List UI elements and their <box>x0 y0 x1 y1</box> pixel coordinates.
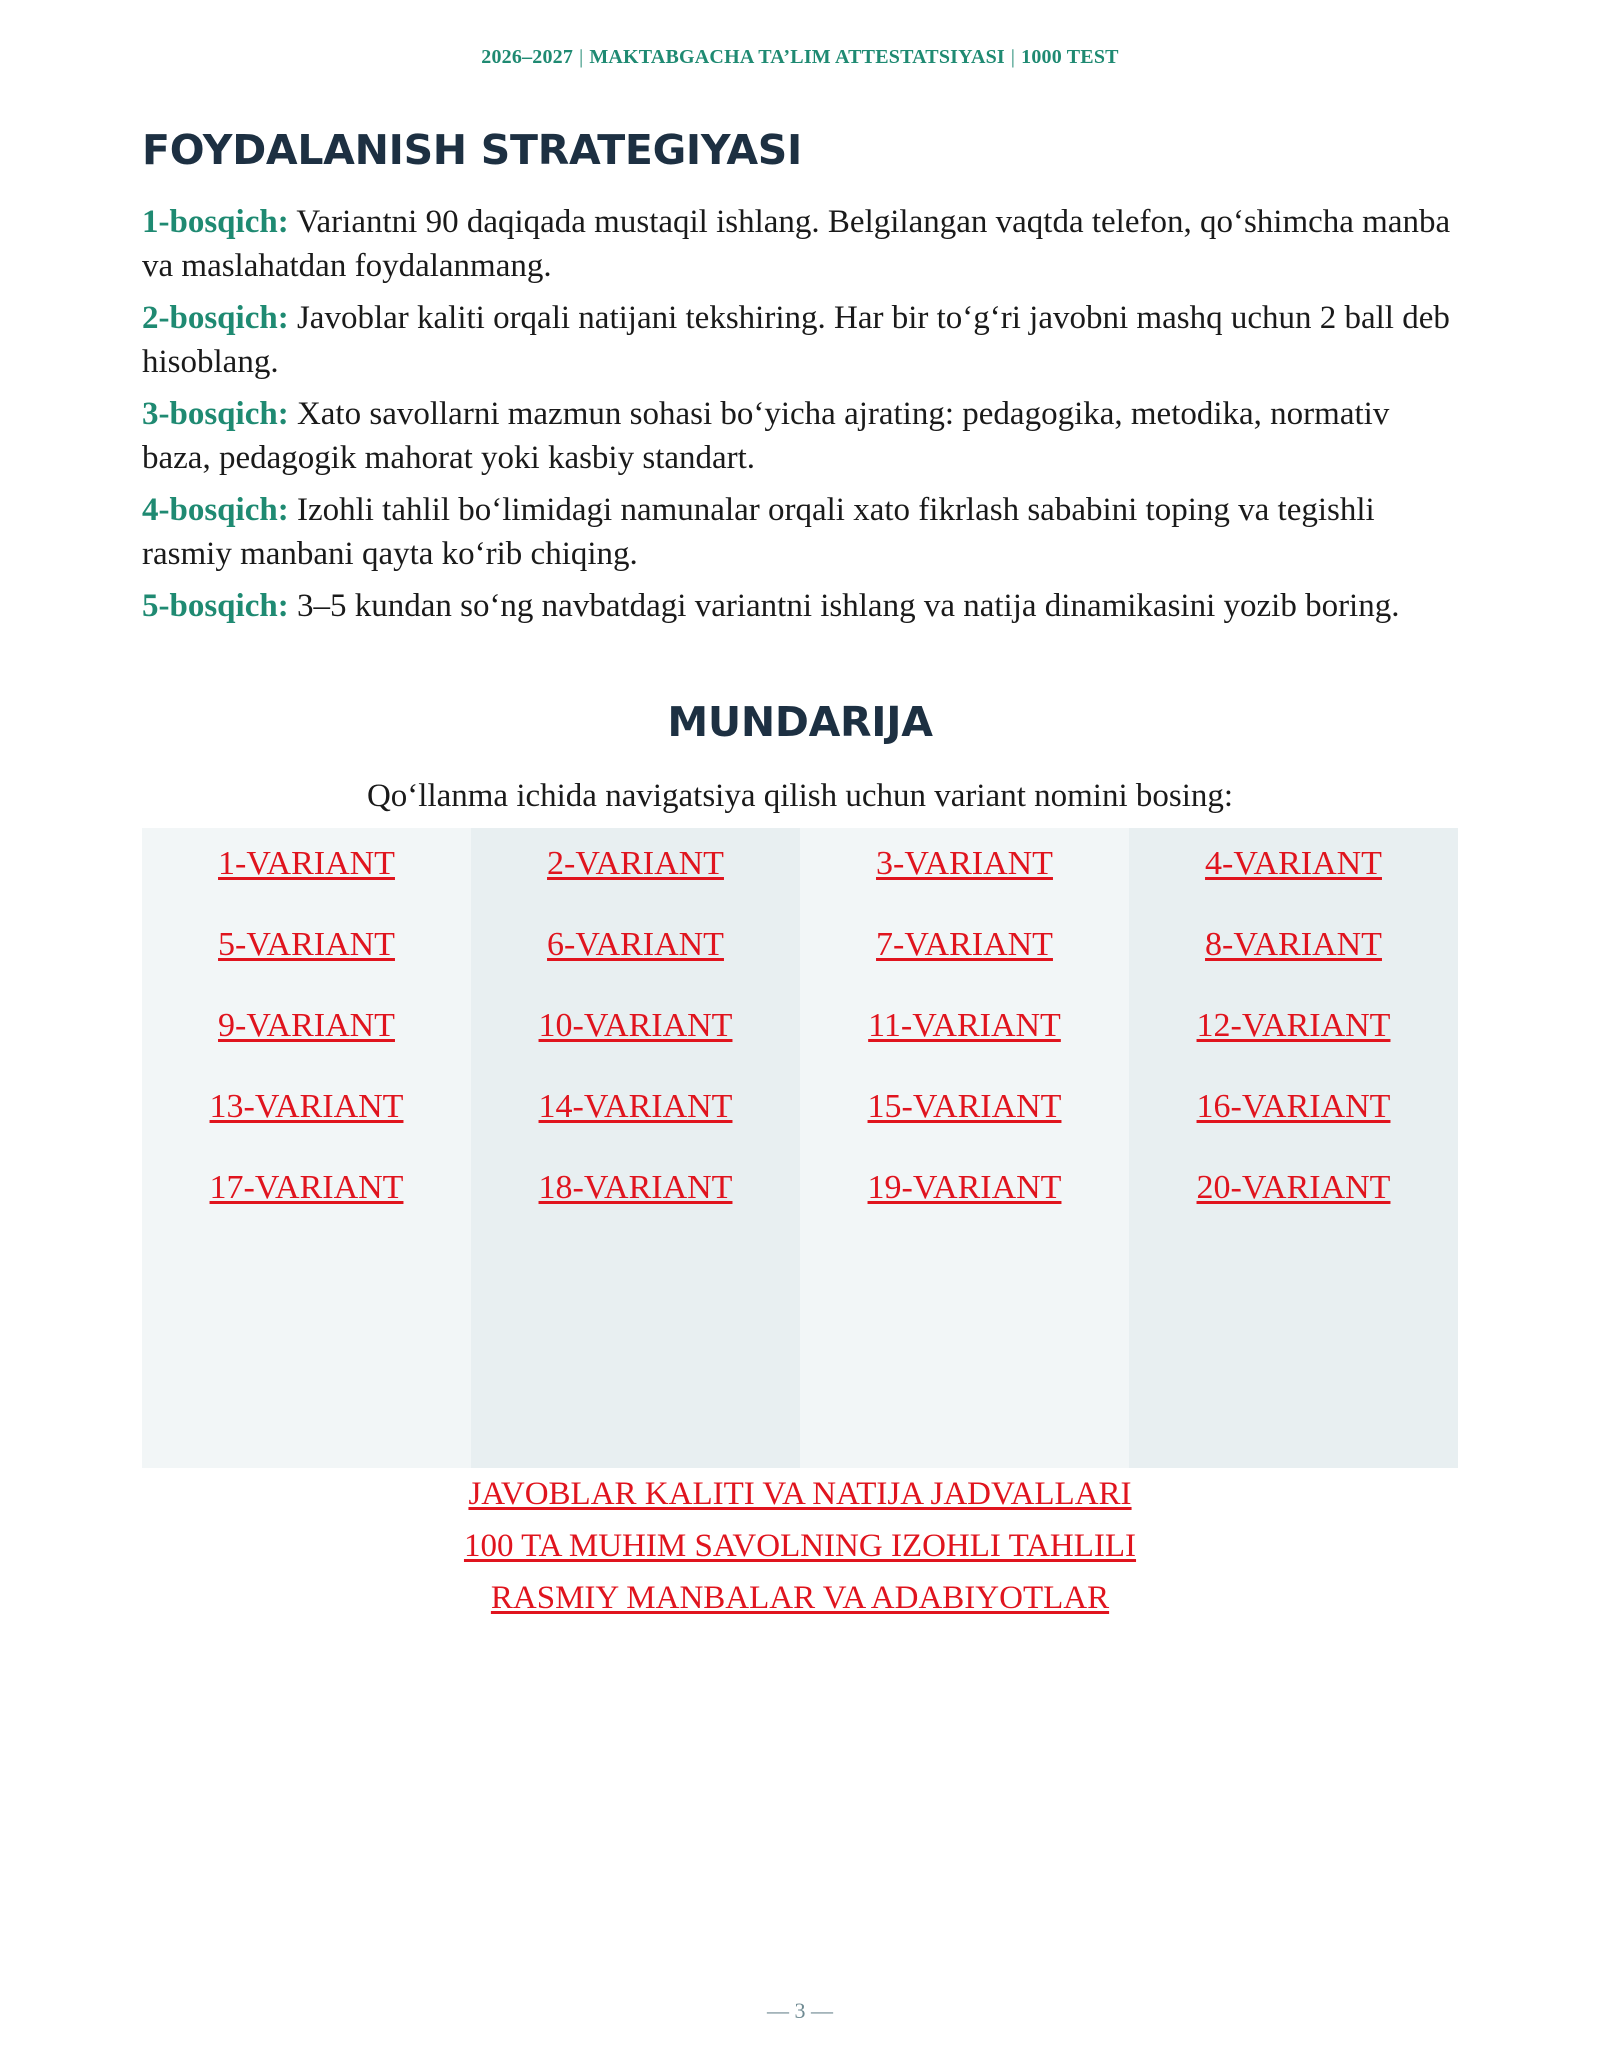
step-text: 3–5 kundan so‘ng navbatdagi variantni ishlang va natija dinamikasini yozib boring. <box>288 588 1400 624</box>
variant-link[interactable]: 4-VARIANT <box>1205 845 1382 882</box>
section-links <box>0 1468 1600 1624</box>
variant-link[interactable]: 13-VARIANT <box>209 1088 404 1125</box>
toc-title: MUNDARIJA <box>667 698 933 746</box>
analysis-link[interactable]: 100 TA MUHIM SAVOLNING IZOHLI TAHLILI <box>463 1528 1137 1564</box>
variant-link[interactable]: 17-VARIANT <box>209 1169 404 1206</box>
step-label: 2-bosqich: <box>142 300 289 336</box>
variant-link[interactable]: 7-VARIANT <box>876 926 1053 963</box>
step-text: Izohli tahlil bo‘limidagi namunalar orqali xato fikrlash sababini toping va tegishli rasmiy manbani qayta ko‘rib chiqing. <box>142 492 1375 572</box>
step-3 <box>142 392 1462 480</box>
variant-column-1 <box>142 828 471 1468</box>
running-header <box>0 46 1600 69</box>
page-number: — 3 — <box>767 1998 833 2023</box>
variant-link[interactable]: 16-VARIANT <box>1196 1088 1391 1125</box>
step-text: Variantni 90 daqiqada mustaqil ishlang. Belgilangan vaqtda telefon, qo‘shimcha manba va maslahatdan foydalanmang. <box>142 204 1451 284</box>
variant-link[interactable]: 2-VARIANT <box>547 845 724 882</box>
step-4 <box>142 488 1462 576</box>
variant-column-3 <box>800 828 1129 1468</box>
step-label: 5-bosqich: <box>142 588 289 624</box>
variant-column-4 <box>1129 828 1458 1468</box>
variant-link[interactable]: 20-VARIANT <box>1196 1169 1391 1206</box>
step-1 <box>142 200 1462 288</box>
variant-link[interactable]: 10-VARIANT <box>538 1007 733 1044</box>
variant-grid <box>142 828 1458 1468</box>
step-label: 1-bosqich: <box>142 204 289 240</box>
variant-link[interactable]: 1-VARIANT <box>218 845 395 882</box>
variant-link[interactable]: 11-VARIANT <box>868 1007 1061 1044</box>
header-separator: | <box>579 46 584 68</box>
strategy-steps <box>142 200 1462 636</box>
variant-link[interactable]: 6-VARIANT <box>547 926 724 963</box>
variant-link[interactable]: 15-VARIANT <box>867 1088 1062 1125</box>
variant-link[interactable]: 9-VARIANT <box>218 1007 395 1044</box>
strategy-title: FOYDALANISH STRATEGIYASI <box>142 126 802 174</box>
variant-column-2 <box>471 828 800 1468</box>
step-text: Javoblar kaliti orqali natijani tekshiring. Har bir to‘g‘ri javobni mashq uchun 2 ball deb hisoblang. <box>142 300 1450 380</box>
variant-link[interactable]: 18-VARIANT <box>538 1169 733 1206</box>
header-separator: | <box>1010 46 1016 68</box>
step-label: 3-bosqich: <box>142 396 289 432</box>
step-5 <box>142 584 1462 628</box>
step-2 <box>142 296 1462 384</box>
step-label: 4-bosqich: <box>142 492 289 528</box>
variant-link[interactable]: 12-VARIANT <box>1196 1007 1391 1044</box>
step-text: Xato savollarni mazmun sohasi bo‘yicha ajrating: pedagogika, metodika, normativ baza, pedagogik mahorat yoki kasbiy standart. <box>142 396 1390 476</box>
variant-link[interactable]: 19-VARIANT <box>867 1169 1062 1206</box>
variant-link[interactable]: 14-VARIANT <box>538 1088 733 1125</box>
answer-key-link[interactable]: JAVOBLAR KALITI VA NATIJA JADVALLARI <box>468 1476 1132 1512</box>
header-count: 1000 TEST <box>1021 46 1119 68</box>
sources-link[interactable]: RASMIY MANBALAR VA ADABIYOTLAR <box>490 1580 1110 1616</box>
variant-link[interactable]: 3-VARIANT <box>876 845 1053 882</box>
header-year: 2026–2027 <box>481 46 574 68</box>
header-title: MAKTABGACHA TA’LIM ATTESTATSIYASI <box>589 46 1005 68</box>
variant-link[interactable]: 5-VARIANT <box>218 926 395 963</box>
toc-intro: Qo‘llanma ichida navigatsiya qilish uchun variant nomini bosing: <box>366 778 1234 814</box>
variant-link[interactable]: 8-VARIANT <box>1205 926 1382 963</box>
